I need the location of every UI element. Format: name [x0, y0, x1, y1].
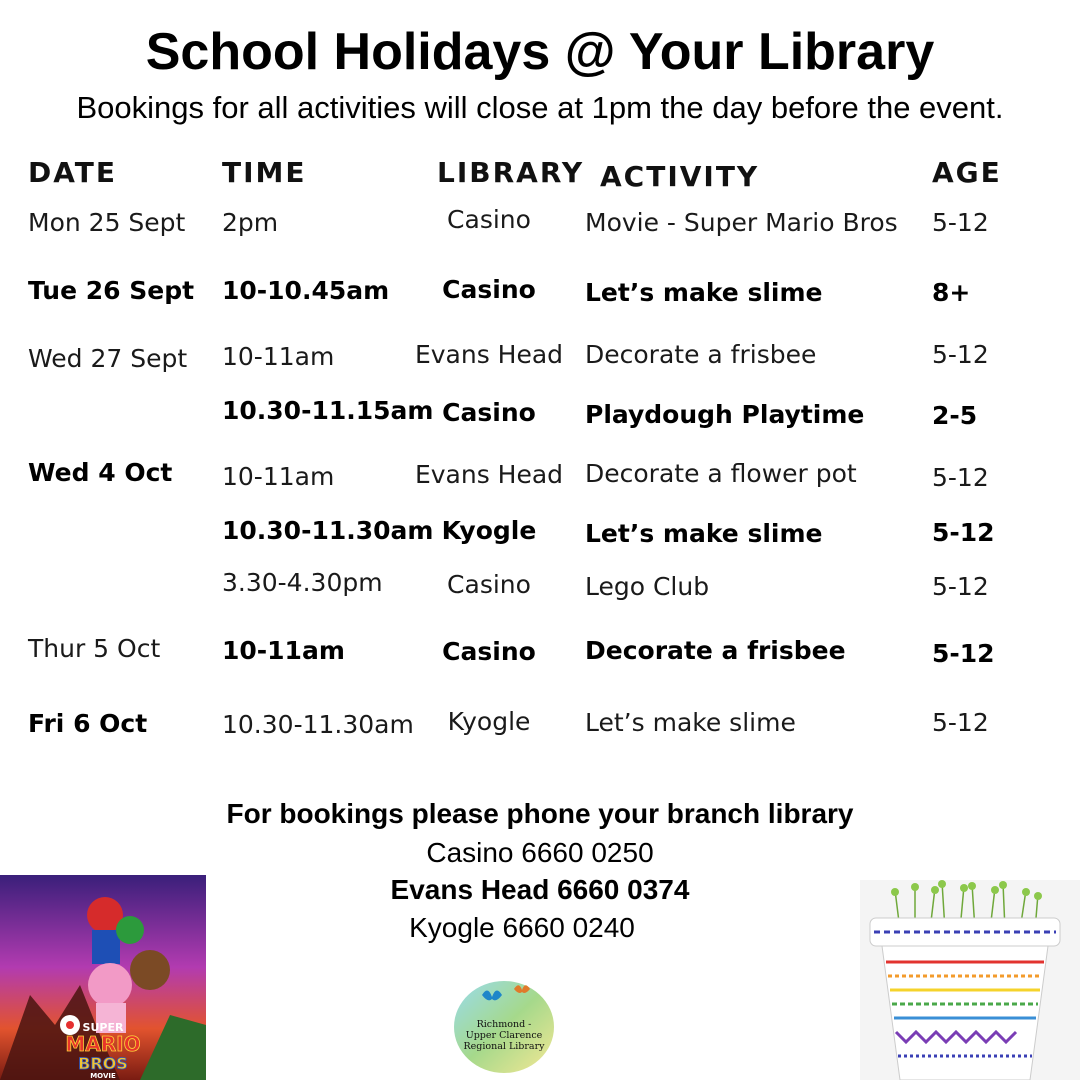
- row-time: 10-11am: [222, 462, 335, 491]
- row-library: Kyogle: [441, 516, 537, 545]
- page-title: School Holidays @ Your Library: [145, 23, 935, 81]
- bookings-heading: For bookings please phone your branch library: [226, 798, 854, 829]
- row-time: 10-11am: [222, 342, 335, 371]
- row-date: Wed 27 Sept: [28, 344, 188, 373]
- row-library: Evans Head: [414, 460, 564, 489]
- logo-line-2: Upper Clarence: [465, 1030, 543, 1041]
- row-activity: Movie - Super Mario Bros: [585, 208, 898, 237]
- row-library: Evans Head: [414, 340, 564, 369]
- row-activity: Lego Club: [585, 572, 710, 601]
- header-library: LIBRARY: [437, 156, 585, 189]
- row-time: 10.30-11.30am: [222, 710, 414, 739]
- row-age: 5-12: [932, 572, 989, 601]
- row-activity: Let’s make slime: [585, 519, 823, 548]
- row-date: Tue 26 Sept: [28, 276, 195, 305]
- row-library: Casino: [442, 275, 536, 304]
- row-age: 5-12: [932, 518, 995, 547]
- super-mario-bros-poster: [0, 875, 206, 1080]
- header-activity: ACTIVITY: [600, 160, 760, 193]
- row-date: Mon 25 Sept: [28, 208, 186, 237]
- row-library: Kyogle: [447, 707, 531, 736]
- row-time: 10.30-11.30am: [222, 516, 434, 545]
- row-age: 5-12: [932, 463, 989, 492]
- row-age: 5-12: [932, 340, 989, 369]
- row-activity: Decorate a frisbee: [585, 340, 817, 369]
- flower-pot-image: [860, 880, 1080, 1080]
- row-library: Casino: [442, 637, 536, 666]
- poster-title-mario: MARIO: [65, 1032, 141, 1056]
- header-time: TIME: [222, 156, 307, 189]
- poster-title-super: SUPER: [82, 1021, 124, 1034]
- phone-kyogle: Kyogle 6660 0240: [409, 912, 635, 943]
- phone-evans-head: Evans Head 6660 0374: [390, 874, 690, 905]
- poster-title-movie: MOVIE: [90, 1072, 116, 1080]
- row-activity: Decorate a frisbee: [585, 636, 846, 665]
- row-time: 10.30-11.15am: [222, 396, 434, 425]
- row-date: Wed 4 Oct: [28, 458, 173, 487]
- row-age: 5-12: [932, 208, 989, 237]
- logo-line-1: Richmond -: [476, 1019, 532, 1030]
- library-logo: [452, 975, 562, 1075]
- row-activity: Let’s make slime: [585, 278, 823, 307]
- row-age: 2-5: [932, 401, 978, 430]
- booking-notice: Bookings for all activities will close at 1pm the day before the event.: [76, 90, 1004, 125]
- row-time: 10-10.45am: [222, 276, 390, 305]
- row-time: 2pm: [222, 208, 279, 237]
- row-date: Fri 6 Oct: [28, 709, 148, 738]
- row-time: 3.30-4.30pm: [222, 568, 383, 597]
- row-age: 8+: [932, 278, 971, 307]
- row-date: Thur 5 Oct: [28, 634, 161, 663]
- phone-casino: Casino 6660 0250: [426, 837, 654, 868]
- header-date: DATE: [28, 156, 117, 189]
- poster-title-bros: BROS: [78, 1054, 128, 1073]
- row-library: Casino: [442, 398, 536, 427]
- row-library: Casino: [447, 570, 531, 599]
- row-activity: Playdough Playtime: [585, 400, 865, 429]
- header-age: AGE: [932, 156, 1002, 189]
- row-library: Casino: [447, 205, 531, 234]
- row-activity: Let’s make slime: [585, 708, 796, 737]
- row-activity: Decorate a flower pot: [585, 459, 857, 488]
- logo-line-3: Regional Library: [463, 1041, 545, 1052]
- row-time: 10-11am: [222, 636, 345, 665]
- row-age: 5-12: [932, 708, 989, 737]
- row-age: 5-12: [932, 639, 995, 668]
